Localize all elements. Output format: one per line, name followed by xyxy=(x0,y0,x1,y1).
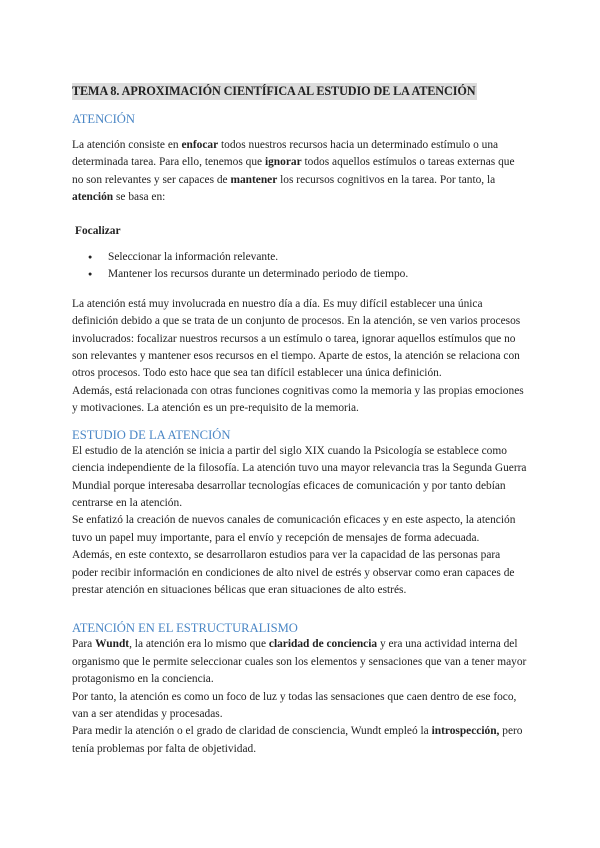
text-run: y era una actividad interna del organismo que le permite seleccionar cuales son los elementos y sensaciones que van a tener mayor protagonismo en la conciencia. xyxy=(72,638,527,686)
bold-term: atención xyxy=(72,191,114,204)
paragraph-estudio-estres: Además, en este contexto, se desarrollaron estudios para ver la capacidad de las personas para poder recibir información en condiciones de alto nivel de estrés y observar como eran capaces de prestar atención en situaciones bélicas que eran situaciones de alto estrés. xyxy=(72,549,515,596)
bold-term: mantener xyxy=(230,173,278,186)
section-heading-atencion: ATENCIÓN xyxy=(72,112,135,126)
text-run: pero tenía problemas por falta de objetividad. xyxy=(72,725,523,755)
bold-term: ignorar xyxy=(264,156,302,169)
text-run: Para xyxy=(72,638,96,651)
bold-term: enfocar xyxy=(181,139,219,151)
paragraph-atencion-definicion xyxy=(72,137,528,207)
paragraph-wundt-claridad xyxy=(72,636,528,688)
subheading-focalizar: Focalizar xyxy=(75,224,121,237)
bullet-item: ● Seleccionar la información relevante. xyxy=(108,249,528,266)
paragraph-estudio-canales: Se enfatizó la creación de nuevos canales de comunicación eficaces y en este aspecto, la atención tuvo un papel muy importante, para el envío y recepción de mensajes de forma adecuada. xyxy=(72,514,516,544)
bullet-item: ● Mantener los recursos durante un determinado periodo de tiempo. xyxy=(108,266,528,283)
paragraph-atencion-dia-a-dia: La atención está muy involucrada en nuestro día a día. Es muy difícil establecer una única definición debido a que se trata de un conjunto de procesos. En la atención, se ven varios procesos involucrados: focalizar nuestros recursos a un estímulo o tarea, ignorar aquellos estímulos que no son relevantes y mantener esos recursos en el tiempo. Aparte de estos, la atención se relaciona con otros procesos. Todo esto hace que sea tan difícil establecer una única definición. xyxy=(72,297,521,380)
text-run: se basa en: xyxy=(113,191,166,204)
bold-term: introspección, xyxy=(431,725,500,738)
text-run: todos nuestros recursos hacia un determinado estímulo o una determinada tarea. Para ello, tenemos que xyxy=(72,139,499,169)
text-run: Para medir la atención o el grado de claridad de consciencia, Wundt empleó la xyxy=(72,725,432,738)
paragraph-estudio-inicio: El estudio de la atención se inicia a partir del siglo XIX cuando la Psicología se establece como ciencia independiente de la filosofía. La atención tuvo una mayor relevancia tras la Segunda Guerra Mundial porque interesaba desarrollar tecnologías eficaces de comunicación y por tanto debían centrarse en la atención. xyxy=(72,444,527,509)
document-title: TEMA 8. APROXIMACIÓN CIENTÍFICA AL ESTUDIO DE LA ATENCIÓN xyxy=(72,84,476,98)
text-run: los recursos cognitivos en la tarea. Por tanto, la xyxy=(277,173,496,186)
paragraph-atencion-funciones: Además, está relacionada con otras funciones cognitivas como la memoria y las propias emociones y motivaciones. La atención es un pre-requisito de la memoria. xyxy=(72,384,524,415)
focalizar-bullet-list xyxy=(72,249,528,284)
section-heading-estudio: ESTUDIO DE LA ATENCIÓN xyxy=(72,427,231,442)
bold-term: claridad de conciencia xyxy=(268,638,378,651)
text-run: La atención consiste en xyxy=(72,139,182,151)
section-heading-estructuralismo: ATENCIÓN EN EL ESTRUCTURALISMO xyxy=(72,621,298,636)
paragraph-foco-de-luz: Por tanto, la atención es como un foco de luz y todas las sensaciones que caen dentro de ese foco, van a ser atendidas y procesadas. xyxy=(72,690,517,720)
paragraph-introspeccion xyxy=(72,723,528,758)
text-run: , la atención era lo mismo que xyxy=(129,638,269,651)
bold-term: Wundt xyxy=(95,638,130,651)
text-run: todos aquellos estímulos o tareas externas que no son relevantes y ser capaces de xyxy=(72,156,515,186)
